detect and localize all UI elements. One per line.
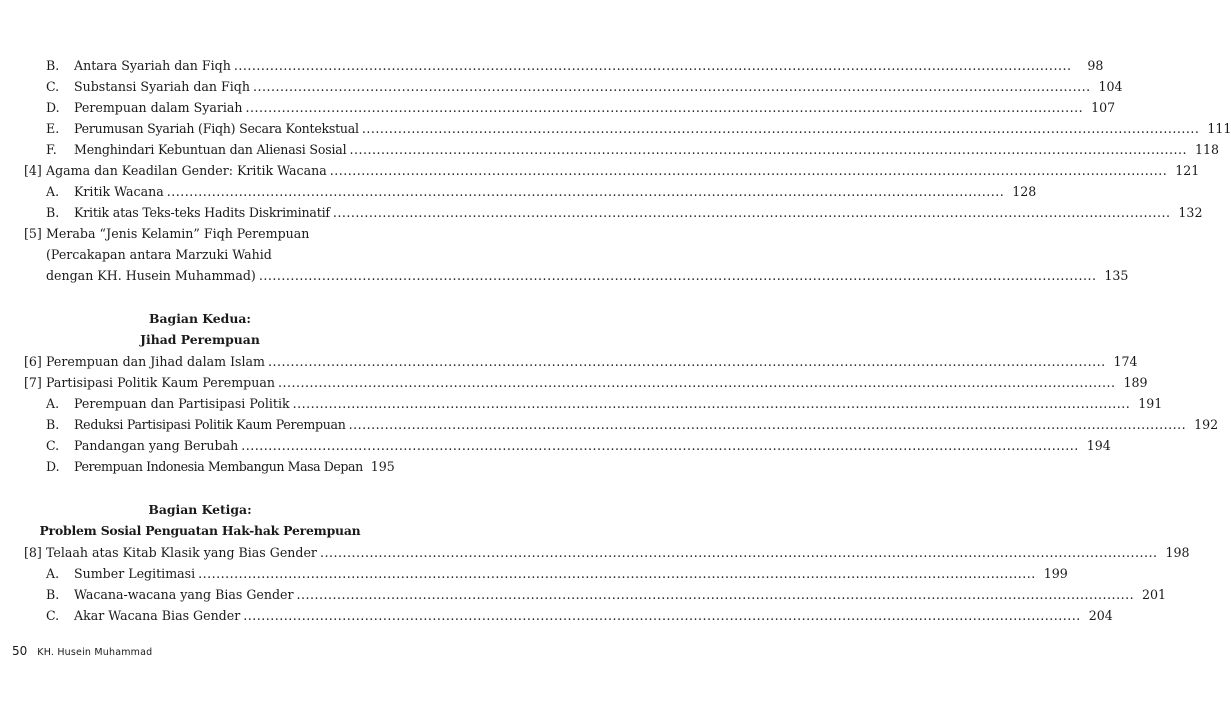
entry-page: 199 — [1043, 566, 1068, 581]
entry-title: Pandangan yang Berubah — [74, 438, 239, 453]
entry-title: Reduksi Partisipasi Politik Kaum Perempuan — [74, 417, 346, 432]
entry-title: Perempuan Indonesia Membangun Masa Depan — [74, 459, 363, 474]
entry-letter: D. — [46, 459, 60, 474]
toc-entry[interactable] — [24, 393, 1163, 414]
entry-page: 195 — [370, 459, 395, 474]
toc-entry[interactable] — [24, 97, 1116, 118]
entry-letter: B. — [46, 205, 60, 220]
entry-page: 192 — [1194, 417, 1219, 432]
entry-title: Antara Syariah dan Fiqh — [74, 58, 231, 73]
toc-entry-chapter5-line2 — [24, 244, 372, 265]
entry-title: Wacana-wacana yang Bias Gender — [74, 587, 294, 602]
entry-title: Menghindari Kebuntuan dan Alienasi Sosial — [74, 142, 347, 157]
entry-letter: A. — [46, 184, 60, 199]
entry-letter: D. — [46, 100, 60, 115]
leader-dots — [278, 372, 1116, 393]
toc-entry[interactable] — [24, 542, 1190, 563]
entry-title: Substansi Syariah dan Fiqh — [74, 79, 250, 94]
toc-entry[interactable] — [24, 456, 395, 477]
entry-page: 201 — [1142, 587, 1167, 602]
entry-letter: F. — [46, 142, 57, 157]
entry-letter: E. — [46, 121, 60, 136]
leader-dots — [320, 542, 1158, 563]
leader-dots — [349, 139, 1187, 160]
entry-page: 111 — [1207, 121, 1231, 136]
entry-page: 107 — [1091, 100, 1116, 115]
part2-heading: Bagian Kedua: — [149, 311, 251, 326]
part3-heading: Bagian Ketiga: — [148, 502, 252, 517]
entry-page: 128 — [1012, 184, 1037, 199]
leader-dots — [349, 414, 1187, 435]
entry-title: Kritik Wacana — [74, 184, 164, 199]
entry-page: 135 — [1104, 268, 1129, 283]
page-number: 50 — [12, 644, 28, 658]
leader-dots — [333, 202, 1171, 223]
toc-entry[interactable] — [24, 584, 1167, 605]
entry-page: 174 — [1113, 354, 1138, 369]
toc-entry[interactable] — [24, 139, 1220, 160]
leader-dots — [167, 181, 1005, 202]
leader-dots — [234, 55, 1072, 76]
entry-letter: C. — [46, 608, 60, 623]
entry-title: Perempuan dalam Syariah — [74, 100, 243, 115]
entry-title: Kritik atas Teks-teks Hadits Diskriminatif — [74, 205, 330, 220]
entry-letter: A. — [46, 396, 60, 411]
entry-number: [8] — [24, 545, 42, 560]
entry-page: 204 — [1088, 608, 1113, 623]
leader-dots — [293, 393, 1131, 414]
entry-title: Akar Wacana Bias Gender — [74, 608, 241, 623]
entry-number: [5] — [24, 226, 42, 241]
leader-dots — [246, 97, 1084, 118]
toc-entry[interactable] — [24, 435, 1111, 456]
entry-number: [4] — [24, 163, 42, 178]
toc-entry[interactable] — [24, 563, 1068, 584]
leader-dots — [362, 118, 1200, 139]
entry-title-line2: (Percakapan antara Marzuki Wahid — [46, 247, 272, 262]
entry-letter: B. — [46, 58, 60, 73]
running-author: KH. Husein Muhammad — [37, 647, 153, 658]
leader-dots — [198, 563, 1036, 584]
toc-entry[interactable] — [24, 414, 1219, 435]
leader-dots — [241, 435, 1079, 456]
entry-number: [6] — [24, 354, 42, 369]
page-footer — [12, 644, 152, 662]
toc-entry[interactable] — [24, 181, 1037, 202]
entry-letter: C. — [46, 79, 60, 94]
entry-page: 194 — [1086, 438, 1111, 453]
entry-page: 104 — [1098, 79, 1123, 94]
entry-title: Perempuan dan Partisipasi Politik — [74, 396, 290, 411]
entry-title: Agama dan Keadilan Gender: Kritik Wacana — [46, 163, 327, 178]
toc-entry-chapter5-line3[interactable] — [24, 265, 1129, 286]
toc-entry[interactable] — [24, 605, 1113, 626]
entry-title-line3: dengan KH. Husein Muhammad) — [46, 268, 256, 283]
entry-page: 198 — [1165, 545, 1190, 560]
entry-page: 98 — [1087, 58, 1104, 73]
leader-dots — [330, 160, 1168, 181]
toc-entry[interactable] — [24, 372, 1148, 393]
entry-page: 132 — [1178, 205, 1203, 220]
toc-entry[interactable] — [24, 160, 1200, 181]
entry-page: 191 — [1138, 396, 1163, 411]
toc-entry[interactable] — [24, 55, 1104, 76]
leader-dots — [259, 265, 1097, 286]
entry-number: [7] — [24, 375, 42, 390]
leader-dots — [253, 76, 1091, 97]
leader-dots — [268, 351, 1106, 372]
entry-letter: B. — [46, 587, 60, 602]
part2-subheading: Jihad Perempuan — [140, 332, 260, 347]
entry-title: Telaah atas Kitab Klasik yang Bias Gender — [46, 545, 317, 560]
toc-entry[interactable] — [24, 76, 1123, 97]
toc-entry[interactable] — [24, 351, 1138, 372]
leader-dots — [296, 584, 1134, 605]
entry-letter: C. — [46, 438, 60, 453]
toc-entry[interactable] — [24, 118, 1231, 139]
entry-title: Partisipasi Politik Kaum Perempuan — [46, 375, 275, 390]
entry-title: Sumber Legitimasi — [74, 566, 196, 581]
entry-page: 118 — [1194, 142, 1220, 157]
entry-title-line1: Meraba “Jenis Kelamin” Fiqh Perempuan — [46, 226, 310, 241]
toc-entry-chapter5[interactable] — [24, 223, 372, 244]
entry-page: 189 — [1123, 375, 1148, 390]
entry-title: Perumusan Syariah (Fiqh) Secara Kontekstual — [74, 121, 359, 136]
entry-letter: B. — [46, 417, 60, 432]
toc-entry[interactable] — [24, 202, 1203, 223]
entry-letter: A. — [46, 566, 60, 581]
entry-page: 121 — [1175, 163, 1200, 178]
part3-subheading: Problem Sosial Penguatan Hak-hak Perempuan — [39, 523, 361, 538]
entry-title: Perempuan dan Jihad dalam Islam — [46, 354, 265, 369]
leader-dots — [243, 605, 1081, 626]
